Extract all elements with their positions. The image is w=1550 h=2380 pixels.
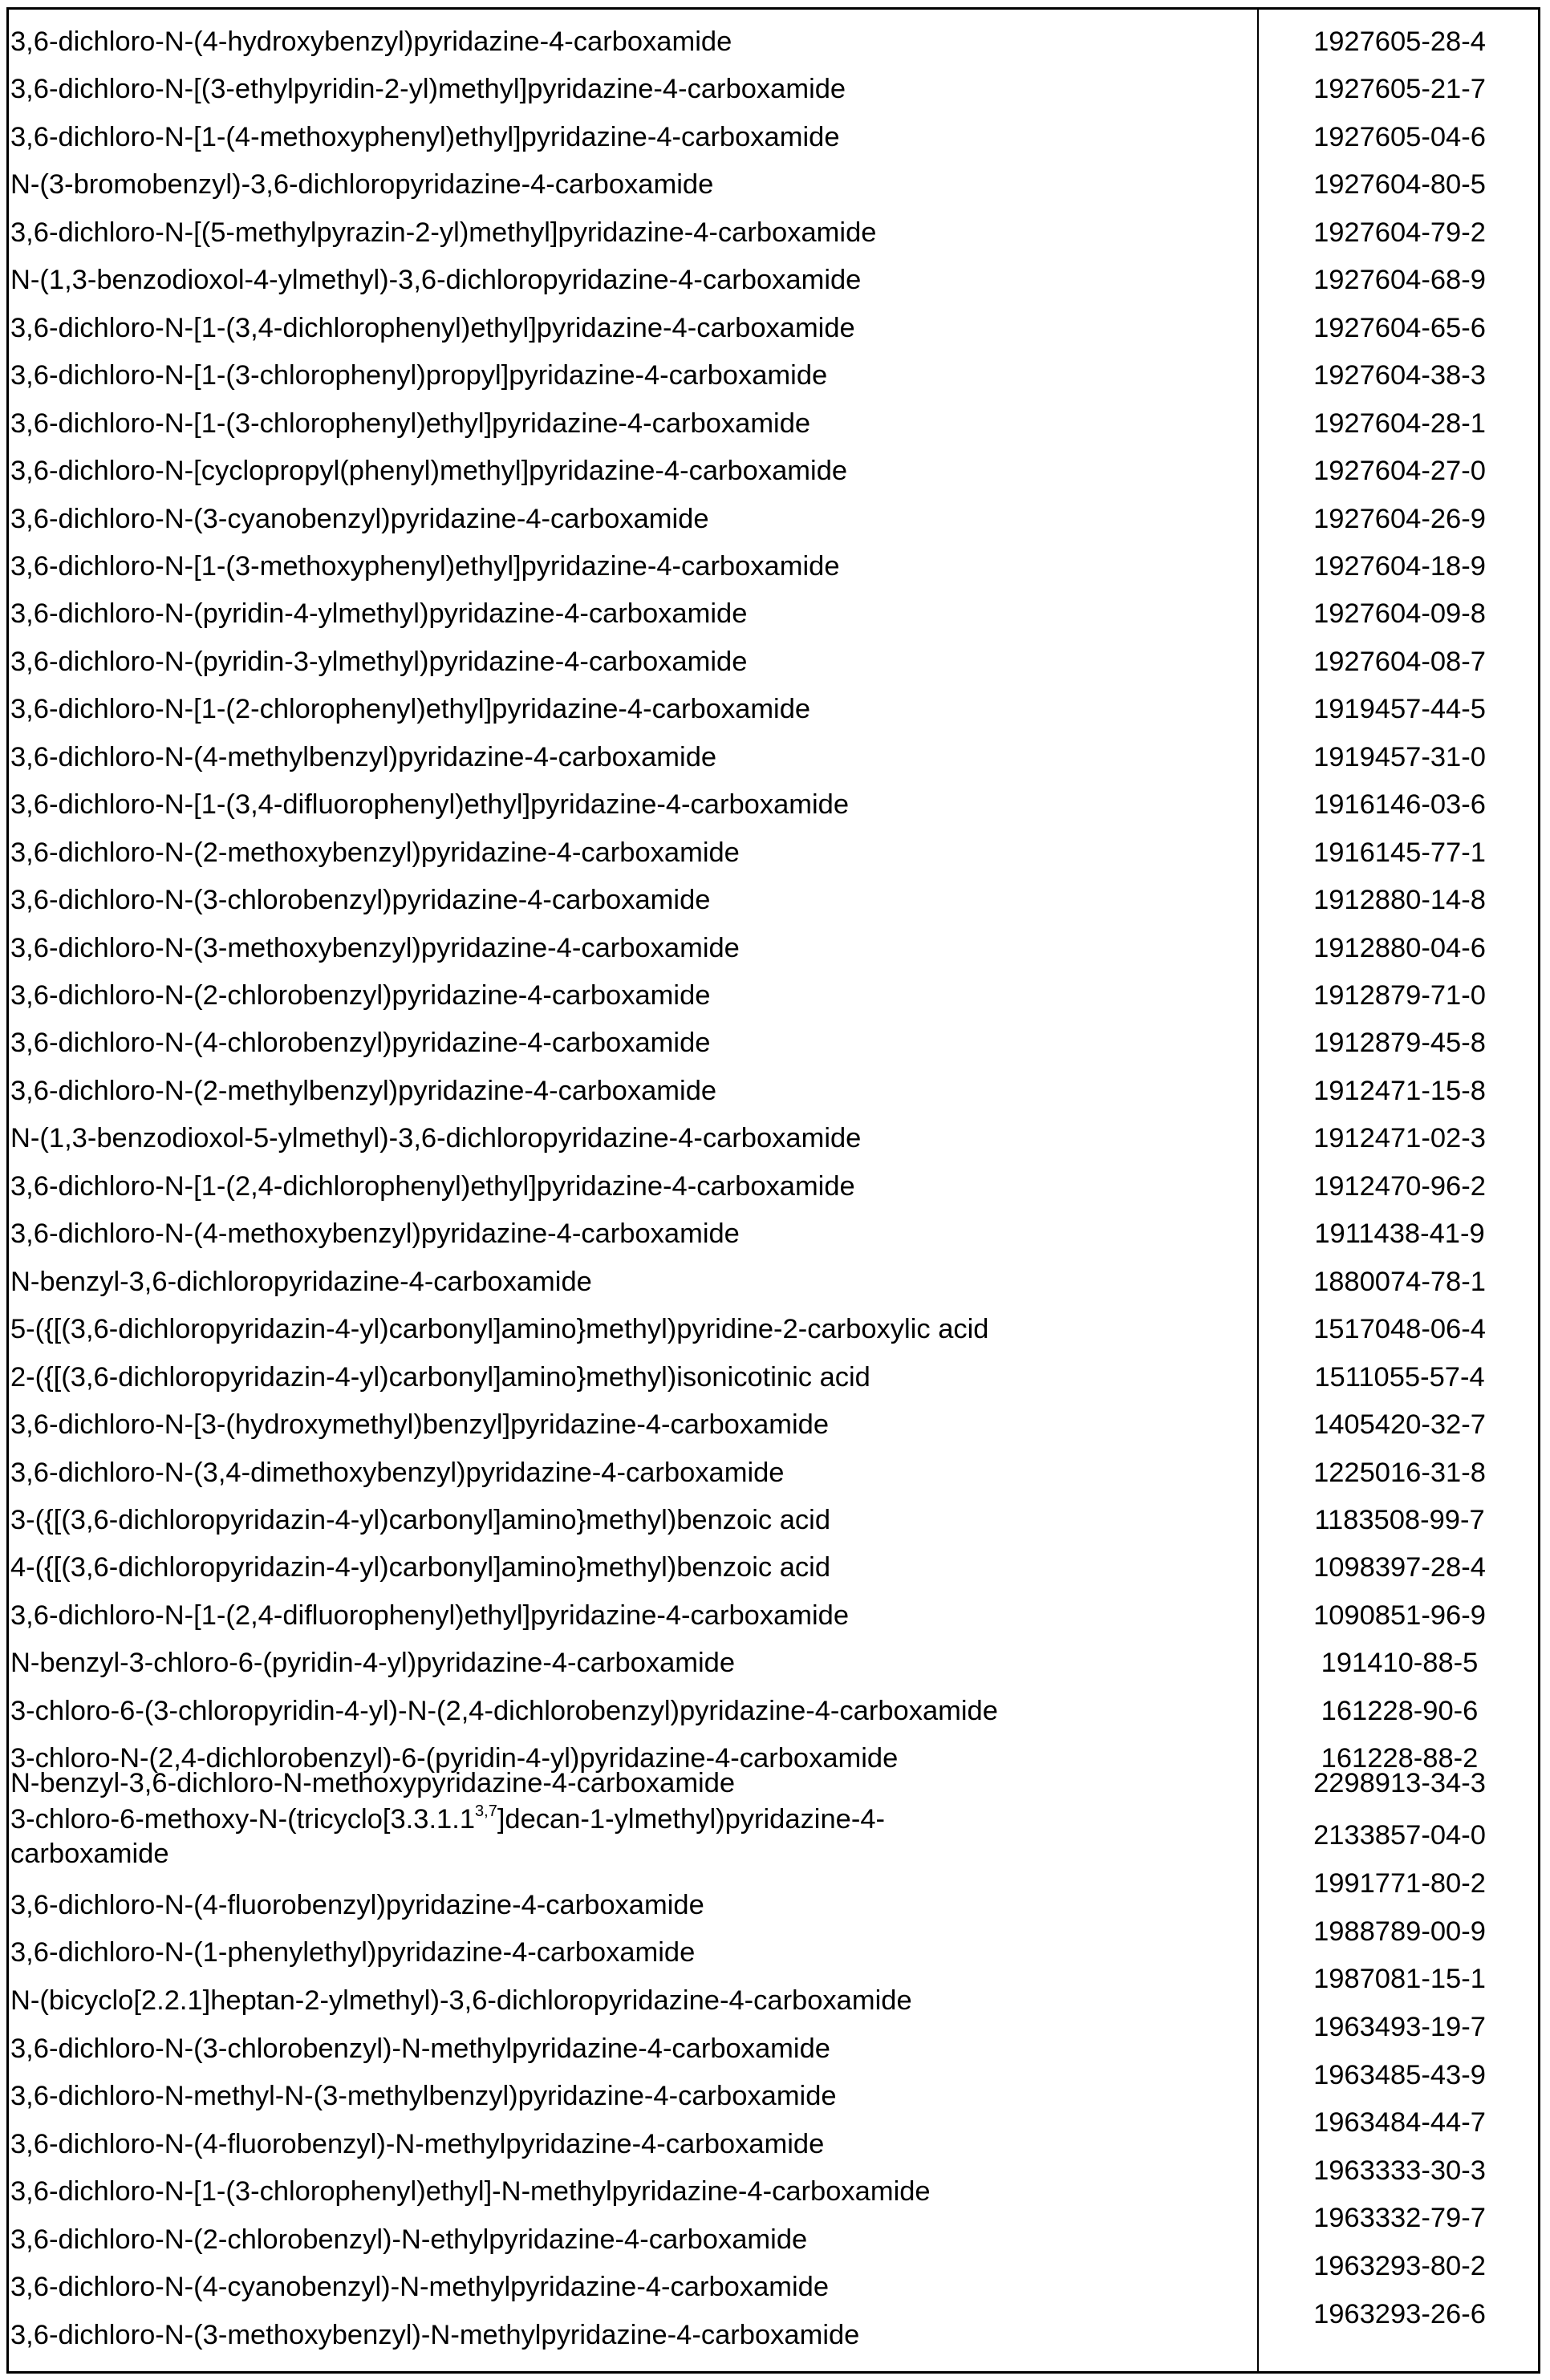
cas-number-cell: 1919457-44-5: [1313, 694, 1486, 725]
cas-number-cell: 1963333-30-3: [1313, 2155, 1486, 2186]
compound-name-cell: 3,6-dichloro-N-[3-(hydroxymethyl)benzyl]pyridazine-4-carboxamide: [10, 1409, 830, 1441]
cas-number-cell: 1927604-26-9: [1313, 503, 1486, 534]
cas-number-cell: 1911438-41-9: [1314, 1218, 1485, 1250]
compound-name-cell: N-(bicyclo[2.2.1]heptan-2-ylmethyl)-3,6-dichloropyridazine-4-carboxamide: [10, 1985, 912, 2016]
cas-number-cell: 1517048-06-4: [1313, 1314, 1486, 1345]
compound-name-cell: 3,6-dichloro-N-[1-(3-chlorophenyl)propyl]pyridazine-4-carboxamide: [10, 360, 828, 391]
cas-number-cell: 161228-88-2: [1321, 1743, 1479, 1774]
cas-number-cell: 1963293-80-2: [1313, 2251, 1486, 2281]
cas-number-cell: 1963293-26-6: [1313, 2299, 1486, 2329]
cas-number-cell: 1927604-27-0: [1313, 456, 1486, 487]
compound-name-cell: 3,6-dichloro-N-(4-cyanobenzyl)-N-methylpyridazine-4-carboxamide: [10, 2272, 830, 2302]
cas-number-cell: 1927604-65-6: [1313, 312, 1486, 343]
cas-number-cell: 1225016-31-8: [1313, 1457, 1486, 1488]
compound-name-cell: 2-({[(3,6-dichloropyridazin-4-yl)carbonyl]amino}methyl)isonicotinic acid: [10, 1361, 870, 1393]
compound-name-cell: 3,6-dichloro-N-(3,4-dimethoxybenzyl)pyridazine-4-carboxamide: [10, 1457, 785, 1488]
compound-name-cell: 3,6-dichloro-N-(4-chlorobenzyl)pyridazine-4-carboxamide: [10, 1028, 711, 1059]
cas-number-cell: 1511055-57-4: [1314, 1361, 1485, 1393]
cas-number-cell: 1912879-71-0: [1313, 980, 1486, 1011]
cas-number-cell: 2133857-04-0: [1313, 1820, 1486, 1851]
cas-number-cell: 1927604-68-9: [1313, 265, 1486, 296]
cas-number-cell: 1183508-99-7: [1314, 1504, 1485, 1535]
cas-number-cell: 1963484-44-7: [1313, 2107, 1486, 2138]
cas-number-cell: 1927604-28-1: [1313, 407, 1486, 439]
compound-name-cell: 3,6-dichloro-N-[1-(2,4-dichlorophenyl)ethyl]pyridazine-4-carboxamide: [10, 1170, 855, 1202]
compound-name-cell: 3,6-dichloro-N-(3-cyanobenzyl)pyridazine-4-carboxamide: [10, 503, 709, 534]
compound-name-cell: 3-chloro-6-(3-chloropyridin-4-yl)-N-(2,4-dichlorobenzyl)pyridazine-4-carboxamide: [10, 1695, 998, 1726]
compound-name-cell: 3,6-dichloro-N-(pyridin-4-ylmethyl)pyridazine-4-carboxamide: [10, 598, 748, 630]
compound-name-cell: 5-({[(3,6-dichloropyridazin-4-yl)carbonyl]amino}methyl)pyridine-2-carboxylic acid: [10, 1314, 989, 1345]
name-text: ]decan-1-ylmethyl)pyridazine-4-: [497, 1804, 886, 1835]
cas-number-cell: 1927604-80-5: [1313, 169, 1486, 201]
compound-name-cell: 3,6-dichloro-N-[1-(3-methoxyphenyl)ethyl]pyridazine-4-carboxamide: [10, 550, 840, 582]
compound-name-cell: N-(3-bromobenzyl)-3,6-dichloropyridazine-4-carboxamide: [10, 169, 714, 201]
compound-name-cell: 3,6-dichloro-N-(4-hydroxybenzyl)pyridazine-4-carboxamide: [10, 26, 732, 57]
cas-number-cell: 1927604-18-9: [1313, 550, 1486, 582]
compound-name-cell: N-benzyl-3,6-dichloropyridazine-4-carboxamide: [10, 1266, 592, 1297]
compound-name-cell: 3,6-dichloro-N-[1-(3,4-difluorophenyl)ethyl]pyridazine-4-carboxamide: [10, 789, 850, 821]
compound-name-cell: 3,6-dichloro-N-(1-phenylethyl)pyridazine-4-carboxamide: [10, 1937, 696, 1968]
cas-number-cell: 191410-88-5: [1321, 1648, 1479, 1679]
compound-name-cell: 3,6-dichloro-N-(2-methylbenzyl)pyridazine-4-carboxamide: [10, 1075, 717, 1106]
superscript-locant: 3,7: [475, 1802, 497, 1820]
compound-name-cell: 3,6-dichloro-N-methyl-N-(3-methylbenzyl)pyridazine-4-carboxamide: [10, 2081, 837, 2111]
cas-number-cell: 1916145-77-1: [1313, 837, 1486, 868]
compound-name-cell: 3,6-dichloro-N-(4-fluorobenzyl)-N-methylpyridazine-4-carboxamide: [10, 2129, 825, 2159]
cas-number-cell: 1987081-15-1: [1313, 1964, 1486, 1994]
cas-number-cell: 1927604-09-8: [1313, 598, 1486, 630]
compound-name-cell: 3,6-dichloro-N-(3-methoxybenzyl)-N-methylpyridazine-4-carboxamide: [10, 2320, 860, 2350]
cas-number-cell: 1927605-28-4: [1313, 26, 1486, 57]
cas-number-cell: 1988789-00-9: [1313, 1916, 1486, 1947]
compound-name-cell: 3,6-dichloro-N-(4-methoxybenzyl)pyridazine-4-carboxamide: [10, 1218, 740, 1250]
compound-name-cell: 3,6-dichloro-N-(2-chlorobenzyl)pyridazine-4-carboxamide: [10, 980, 711, 1011]
cas-number-cell: 1927605-21-7: [1313, 74, 1486, 105]
compound-name-cell: 3,6-dichloro-N-(4-methylbenzyl)pyridazine-4-carboxamide: [10, 741, 717, 772]
compound-name-cell: [10, 1802, 885, 1871]
cas-number-cell: 1912880-04-6: [1313, 932, 1486, 963]
compound-name-cell: 3,6-dichloro-N-[1-(2-chlorophenyl)ethyl]pyridazine-4-carboxamide: [10, 694, 811, 725]
compound-name-cell: 3,6-dichloro-N-[(5-methylpyrazin-2-yl)methyl]pyridazine-4-carboxamide: [10, 217, 877, 248]
compound-name-cell: 3,6-dichloro-N-[1-(2,4-difluorophenyl)ethyl]pyridazine-4-carboxamide: [10, 1600, 850, 1631]
cas-number-cell: 1963485-43-9: [1313, 2060, 1486, 2090]
compound-name-cell: 3,6-dichloro-N-(3-chlorobenzyl)-N-methylpyridazine-4-carboxamide: [10, 2033, 830, 2064]
compound-name-cell: 3,6-dichloro-N-(3-methoxybenzyl)pyridazine-4-carboxamide: [10, 932, 740, 963]
cas-number-cell: 1927604-08-7: [1313, 646, 1486, 677]
compound-name-cell: 3,6-dichloro-N-(pyridin-3-ylmethyl)pyridazine-4-carboxamide: [10, 646, 748, 677]
cas-number-cell: 1916146-03-6: [1313, 789, 1486, 821]
cas-number-cell: 1912470-96-2: [1313, 1170, 1486, 1202]
name-text-continuation: carboxamide: [10, 1839, 169, 1869]
compound-name-cell: 4-({[(3,6-dichloropyridazin-4-yl)carbonyl]amino}methyl)benzoic acid: [10, 1552, 831, 1583]
cas-number-cell: 2298913-34-3: [1313, 1768, 1486, 1798]
compound-name-cell: 3,6-dichloro-N-[1-(3-chlorophenyl)ethyl]pyridazine-4-carboxamide: [10, 407, 811, 439]
cas-number-cell: 1927605-04-6: [1313, 121, 1486, 152]
compound-name-cell: N-benzyl-3-chloro-6-(pyridin-4-yl)pyridazine-4-carboxamide: [10, 1648, 736, 1679]
compound-name-cell: 3,6-dichloro-N-[(3-ethylpyridin-2-yl)methyl]pyridazine-4-carboxamide: [10, 74, 846, 105]
cas-number-cell: 1090851-96-9: [1313, 1600, 1486, 1631]
cas-number-cell: 1919457-31-0: [1313, 741, 1486, 772]
compound-name-cell: 3,6-dichloro-N-[1-(3-chlorophenyl)ethyl]-N-methylpyridazine-4-carboxamide: [10, 2176, 931, 2207]
cas-number-cell: 1912471-02-3: [1313, 1123, 1486, 1154]
compound-name-cell: 3,6-dichloro-N-[1-(4-methoxyphenyl)ethyl]pyridazine-4-carboxamide: [10, 121, 840, 152]
compound-name-cell: 3,6-dichloro-N-(4-fluorobenzyl)pyridazine-4-carboxamide: [10, 1890, 704, 1920]
cas-number-cell: 1927604-79-2: [1313, 217, 1486, 248]
compound-name-cell: 3-({[(3,6-dichloropyridazin-4-yl)carbonyl]amino}methyl)benzoic acid: [10, 1504, 831, 1535]
compound-name-cell: 3,6-dichloro-N-(3-chlorobenzyl)pyridazine-4-carboxamide: [10, 885, 711, 916]
cas-number-cell: 1098397-28-4: [1313, 1552, 1486, 1583]
cas-number-cell: 1912879-45-8: [1313, 1028, 1486, 1059]
compound-name-cell: 3,6-dichloro-N-[1-(3,4-dichlorophenyl)ethyl]pyridazine-4-carboxamide: [10, 312, 855, 343]
compound-name-cell: 3,6-dichloro-N-[cyclopropyl(phenyl)methyl]pyridazine-4-carboxamide: [10, 456, 848, 487]
compound-name-cell: 3,6-dichloro-N-(2-methoxybenzyl)pyridazine-4-carboxamide: [10, 837, 740, 868]
compound-name-cell: 3,6-dichloro-N-(2-chlorobenzyl)-N-ethylpyridazine-4-carboxamide: [10, 2224, 808, 2255]
compound-name-cell: 3-chloro-N-(2,4-dichlorobenzyl)-6-(pyridin-4-yl)pyridazine-4-carboxamide: [10, 1743, 899, 1774]
name-text: 3-chloro-6-methoxy-N-(tricyclo[3.3.1.1: [10, 1804, 476, 1835]
cas-number-cell: 1927604-38-3: [1313, 360, 1486, 391]
cas-number-cell: 1880074-78-1: [1313, 1266, 1486, 1297]
cas-number-cell: 1963332-79-7: [1313, 2203, 1486, 2233]
compound-name-cell: N-benzyl-3,6-dichloro-N-methoxypyridazine-4-carboxamide: [10, 1768, 736, 1798]
cas-number-cell: 1963493-19-7: [1313, 2012, 1486, 2042]
compound-name-cell: N-(1,3-benzodioxol-4-ylmethyl)-3,6-dichloropyridazine-4-carboxamide: [10, 265, 862, 296]
cas-number-cell: 1405420-32-7: [1313, 1409, 1486, 1441]
cas-number-cell: 1912880-14-8: [1313, 885, 1486, 916]
cas-number-cell: 1991771-80-2: [1313, 1868, 1486, 1899]
compound-name-cell: N-(1,3-benzodioxol-5-ylmethyl)-3,6-dichloropyridazine-4-carboxamide: [10, 1123, 862, 1154]
cas-number-cell: 161228-90-6: [1321, 1695, 1479, 1726]
cas-number-cell: 1912471-15-8: [1313, 1075, 1486, 1106]
